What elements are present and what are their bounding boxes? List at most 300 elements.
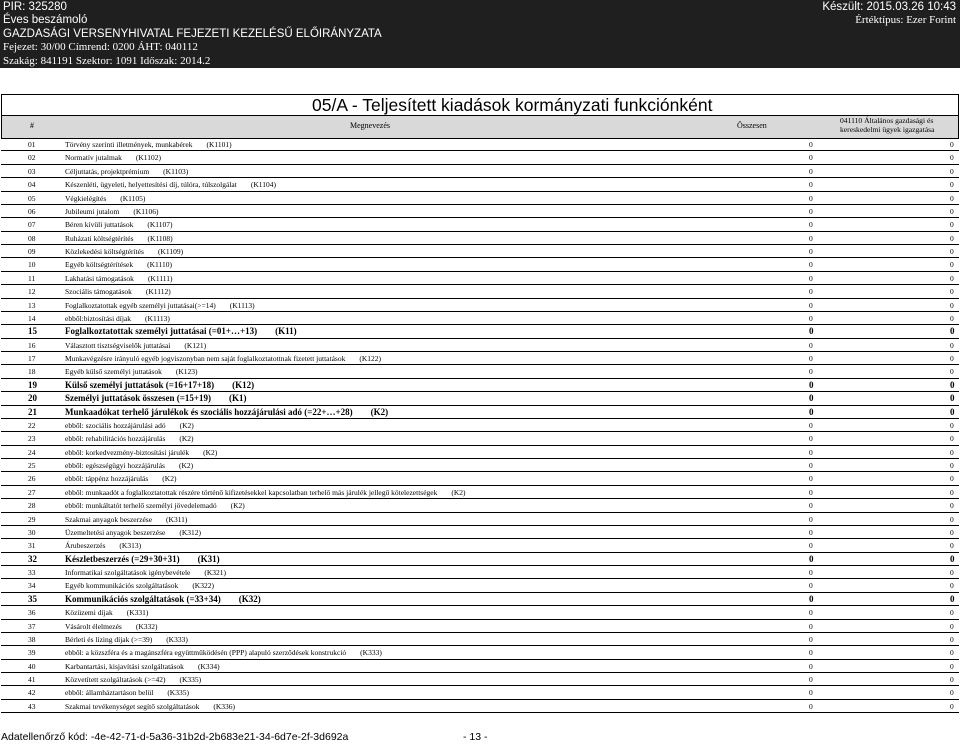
row-cofog-value: 0 [950, 393, 955, 404]
header-left [3, 1, 382, 68]
created-timestamp: Készült: 2015.03.26 10:43 [822, 1, 956, 13]
table-row [1, 339, 959, 352]
row-description: Szakmai tevékenységet segítő szolgáltatások [65, 701, 200, 711]
row-description: Munkaadókat terhelő járulékok és szociális hozzájárulási adó (=22+…+28) [65, 406, 353, 417]
row-code: (K333) [166, 634, 188, 644]
row-description: Béren kívüli juttatások [65, 220, 134, 230]
row-code: (K1) [229, 393, 247, 404]
row-number: 28 [28, 501, 36, 511]
row-label [65, 167, 188, 176]
row-total-value: 0 [809, 354, 813, 363]
row-cofog-value: 0 [950, 326, 955, 337]
row-description: ebből: államháztartáson belül [65, 688, 154, 698]
row-code: (K322) [192, 581, 214, 591]
row-cofog-value: 0 [950, 166, 954, 176]
row-cofog-value: 0 [950, 501, 954, 511]
row-total-value: 0 [809, 220, 813, 230]
row-cofog-value: 0 [950, 621, 954, 631]
row-description: Készletbeszerzés (=29+30+31) [65, 553, 180, 564]
row-number: 42 [28, 688, 36, 698]
table-row [1, 686, 959, 699]
row-label [65, 354, 381, 363]
row-code: (K335) [179, 675, 202, 684]
row-description: ebből: táppénz hozzájárulás [65, 474, 149, 484]
row-total-value: 0 [809, 487, 813, 497]
column-header-number: # [30, 121, 34, 130]
row-total-value: 0 [809, 593, 814, 604]
row-code: (K12) [232, 379, 255, 390]
row-number: 20 [28, 393, 37, 404]
row-code: (K1104) [250, 180, 276, 190]
row-code: (K1102) [135, 153, 162, 163]
row-number: 19 [28, 379, 37, 390]
row-label [65, 635, 188, 644]
row-description: Szakmai anyagok beszerzése [65, 514, 153, 524]
row-description: Ruházati költségtérítés [65, 233, 134, 243]
row-number: 35 [28, 593, 37, 604]
row-label [65, 393, 247, 403]
row-cofog-value: 0 [950, 648, 954, 658]
row-code: (K2) [230, 501, 245, 511]
row-total-value: 0 [809, 688, 813, 698]
row-total-value: 0 [809, 434, 813, 444]
row-code: (K1103) [163, 166, 189, 176]
row-cofog-value: 0 [950, 247, 954, 256]
row-cofog-value: 0 [950, 474, 954, 484]
row-code: (K335) [167, 688, 189, 698]
row-code: (K2) [162, 474, 177, 484]
row-cofog-value: 0 [950, 273, 954, 283]
row-code: (K2) [179, 434, 194, 444]
row-code: (K332) [135, 621, 158, 631]
table-row [1, 472, 959, 485]
row-label [65, 541, 141, 550]
row-code: (K1108) [147, 233, 173, 243]
row-number: 10 [28, 260, 36, 270]
row-total-value: 0 [809, 206, 813, 216]
row-number: 04 [28, 180, 36, 190]
row-description: ebből: rehabilitációs hozzájárulás [65, 434, 166, 444]
row-label [65, 488, 466, 497]
row-cofog-value: 0 [950, 287, 954, 297]
row-number: 39 [28, 648, 36, 658]
row-code: (K1113) [145, 313, 170, 323]
table-row [1, 459, 959, 472]
row-label [65, 287, 171, 296]
row-description: Jubileumi jutalom [65, 206, 120, 216]
row-description: Egyéb költségtérítések [65, 260, 134, 270]
row-total-value: 0 [809, 287, 813, 297]
row-number: 21 [28, 406, 37, 417]
row-total-value: 0 [809, 247, 813, 256]
row-total-value: 0 [809, 233, 813, 243]
row-label [65, 434, 194, 443]
row-number: 05 [28, 193, 36, 203]
row-label [65, 207, 159, 216]
table-row [1, 312, 959, 325]
row-total-value: 0 [809, 420, 813, 430]
table-row-subtotal [1, 553, 959, 566]
column-header-name: Megnevezés [350, 121, 390, 130]
row-code: (K32) [238, 593, 261, 604]
row-total-value: 0 [809, 140, 813, 149]
table-row [1, 285, 959, 298]
row-total-value: 0 [809, 406, 814, 417]
row-code: (K1112) [145, 287, 171, 297]
row-label [65, 461, 193, 470]
row-number: 32 [28, 553, 37, 564]
column-header-cofog: 041110 Általános gazdasági és kereskedelmi ügyek igazgatása [840, 116, 935, 134]
table-row-subtotal [1, 392, 959, 405]
row-label [65, 581, 214, 590]
row-total-value: 0 [809, 553, 814, 564]
row-description: Karbantartási, kisjavítási szolgáltatások [65, 661, 184, 671]
table-row [1, 272, 959, 285]
row-number: 27 [28, 487, 36, 497]
row-description: Üzemeltetési anyagok beszerzése [65, 527, 166, 537]
row-number: 14 [28, 313, 36, 323]
row-total-value: 0 [809, 326, 814, 337]
row-number: 26 [28, 474, 36, 484]
row-label [65, 153, 161, 162]
table-title-box [1, 94, 959, 116]
row-number: 23 [28, 434, 36, 444]
row-code: (K2) [451, 487, 466, 497]
table-row [1, 419, 959, 432]
table-row [1, 218, 959, 231]
row-total-value: 0 [809, 581, 813, 591]
row-number: 12 [28, 287, 36, 297]
row-cofog-value: 0 [950, 701, 954, 711]
row-description: Végkielégítés [65, 193, 107, 203]
table-row [1, 178, 959, 191]
row-total-value: 0 [809, 300, 813, 310]
row-number: 37 [28, 621, 36, 631]
row-number: 16 [28, 340, 36, 350]
row-description: Személyi juttatások összesen (=15+19) [65, 393, 211, 404]
row-number: 13 [28, 300, 36, 310]
row-cofog-value: 0 [950, 420, 954, 430]
table-row [1, 138, 959, 151]
row-number: 31 [28, 541, 36, 551]
row-total-value: 0 [809, 393, 814, 404]
row-description: ebből:biztosítási díjak [65, 313, 132, 323]
row-number: 34 [28, 581, 36, 591]
row-number: 29 [28, 514, 36, 524]
row-code: (K1105) [120, 193, 146, 203]
row-number: 33 [28, 568, 36, 577]
row-number: 25 [28, 461, 36, 470]
row-label [65, 702, 235, 711]
row-label [65, 688, 189, 697]
row-description: Céljuttatás, projektprémium [65, 166, 150, 176]
row-total-value: 0 [809, 166, 813, 176]
table-row [1, 365, 959, 378]
row-label [65, 675, 201, 684]
row-cofog-value: 0 [950, 553, 955, 564]
row-code: (K336) [213, 701, 236, 711]
row-number: 15 [28, 326, 37, 337]
row-cofog-value: 0 [950, 434, 954, 444]
row-number: 11 [28, 273, 36, 283]
row-number: 30 [28, 527, 36, 537]
validation-code: Adatellenőrző kód: -4e-42-71-d-5a36-31b2d-2b683e21-34-6d7e-2f-3d692a [1, 731, 349, 743]
row-code: (K121) [184, 340, 207, 350]
row-description: ebből: korkedvezmény-biztosítási járulék [65, 447, 190, 457]
row-code: (K31) [197, 553, 220, 564]
row-description: Külső személyi juttatások (=16+17+18) [65, 379, 215, 390]
row-code: (K331) [126, 608, 149, 618]
row-label [65, 380, 254, 390]
table-row [1, 633, 959, 646]
row-total-value: 0 [809, 474, 813, 484]
row-total-value: 0 [809, 193, 813, 203]
table-row [1, 205, 959, 218]
row-label [65, 341, 206, 350]
report-header [0, 0, 960, 68]
row-code: (K2) [203, 447, 218, 457]
table-row [1, 352, 959, 365]
row-code: (K1113) [229, 300, 255, 310]
header-right [822, 1, 956, 28]
row-description: Egyéb külső személyi juttatások [65, 367, 162, 377]
row-cofog-value: 0 [950, 367, 954, 377]
row-total-value: 0 [809, 461, 813, 470]
row-label [65, 180, 276, 189]
row-number: 07 [28, 220, 36, 230]
row-cofog-value: 0 [950, 220, 954, 230]
row-label [65, 515, 187, 524]
table-row [1, 486, 959, 499]
table-row [1, 245, 959, 258]
row-label [65, 220, 172, 229]
row-description: Foglalkoztatottak egyéb személyi juttatásai(>=14) [65, 300, 216, 310]
row-description: Kommunikációs szolgáltatások (=33+34) [65, 593, 221, 604]
row-label [65, 247, 183, 256]
row-code: (K1110) [147, 260, 172, 270]
table-row [1, 660, 959, 673]
table-row-subtotal [1, 406, 959, 419]
row-cofog-value: 0 [950, 688, 954, 698]
row-description: ebből: szociális hozzájárulási adó [65, 420, 166, 430]
row-total-value: 0 [809, 514, 813, 524]
row-cofog-value: 0 [950, 568, 954, 577]
row-number: 36 [28, 608, 36, 618]
row-label [65, 314, 170, 323]
row-cofog-value: 0 [950, 541, 954, 551]
page-number: - 13 - [463, 731, 488, 743]
row-code: (K334) [197, 661, 220, 671]
row-code: (K1109) [157, 247, 184, 256]
table-row [1, 192, 959, 205]
pir-id: PIR: 325280 [3, 1, 67, 13]
report-type: Éves beszámoló [3, 14, 88, 27]
row-label [65, 448, 217, 457]
row-number: 41 [28, 675, 36, 684]
row-label [65, 501, 245, 510]
row-description: Informatikai szolgáltatások igénybevétele [65, 568, 191, 577]
table-row [1, 432, 959, 445]
row-total-value: 0 [809, 701, 813, 711]
table-row [1, 526, 959, 539]
table-row [1, 566, 959, 579]
row-number: 24 [28, 447, 36, 457]
row-label [65, 474, 176, 483]
row-code: (K313) [119, 541, 142, 551]
row-cofog-value: 0 [950, 527, 954, 537]
row-label [65, 662, 220, 671]
row-cofog-value: 0 [950, 447, 954, 457]
row-cofog-value: 0 [950, 180, 954, 190]
row-total-value: 0 [809, 447, 813, 457]
row-number: 43 [28, 701, 36, 711]
row-label [65, 622, 158, 631]
row-cofog-value: 0 [950, 153, 954, 163]
table-row-subtotal [1, 379, 959, 392]
table-row [1, 258, 959, 271]
row-description: Foglalkoztatottak személyi juttatásai (=01+…+13) [65, 326, 258, 337]
row-total-value: 0 [809, 260, 813, 270]
sector-info: Szakág: 841191 Szektor: 1091 Időszak: 2014.2 [3, 54, 211, 67]
row-total-value: 0 [809, 661, 813, 671]
row-label [65, 140, 232, 149]
row-description: Árubeszerzés [65, 541, 106, 551]
row-cofog-value: 0 [950, 514, 954, 524]
row-code: (K1111) [147, 273, 173, 283]
row-total-value: 0 [809, 273, 813, 283]
table-row [1, 165, 959, 178]
column-header-total: Összesen [737, 121, 767, 130]
row-cofog-value: 0 [950, 140, 954, 149]
row-total-value: 0 [809, 634, 813, 644]
row-code: (K123) [175, 367, 198, 377]
row-total-value: 0 [809, 648, 813, 658]
row-description: Közlekedési költségtérítés [65, 247, 144, 256]
row-cofog-value: 0 [950, 260, 954, 270]
row-cofog-value: 0 [950, 206, 954, 216]
row-number: 02 [28, 153, 36, 163]
page-title: 05/A - Teljesített kiadások kormányzati funkciónként [312, 95, 713, 115]
row-label [65, 194, 145, 203]
row-description: Bérleti és lízing díjak (>=39) [65, 634, 153, 644]
table-row [1, 299, 959, 312]
row-label [65, 528, 201, 537]
office-name: GAZDASÁGI VERSENYHIVATAL FEJEZETI KEZELÉSŰ ELŐIRÁNYZATA [3, 27, 382, 40]
row-cofog-value: 0 [950, 340, 954, 350]
row-label [65, 274, 173, 283]
row-cofog-value: 0 [950, 461, 954, 470]
row-cofog-value: 0 [950, 487, 954, 497]
row-description: Közvetített szolgáltatások (>=42) [65, 675, 166, 684]
row-code: (K321) [204, 568, 227, 577]
row-code: (K2) [178, 461, 194, 470]
row-code: (K1101) [206, 140, 232, 149]
row-label [65, 594, 261, 604]
row-number: 17 [28, 354, 36, 363]
table-row [1, 673, 959, 686]
table-row [1, 499, 959, 512]
row-label [65, 648, 382, 657]
row-description: ebből: munkaadót a foglalkoztatottak részére történő kifizetésekkel kapcsolatban terhelő más járulék jellegű kötelezettségek [65, 487, 438, 497]
row-total-value: 0 [809, 608, 813, 618]
row-cofog-value: 0 [950, 313, 954, 323]
row-label [65, 260, 172, 269]
row-label [65, 234, 173, 243]
row-description: Közüzemi díjak [65, 608, 113, 618]
table-row-subtotal [1, 593, 959, 606]
table-row [1, 646, 959, 659]
table-body [1, 138, 959, 713]
row-cofog-value: 0 [950, 233, 954, 243]
row-cofog-value: 0 [950, 581, 954, 591]
row-code: (K1106) [133, 206, 159, 216]
row-description: Normatív jutalmak [65, 153, 122, 163]
row-description: Készenléti, ügyeleti, helyettesítési díj, túlóra, túlszolgálat [65, 180, 237, 190]
row-description: Választott tisztségviselők juttatásai [65, 340, 171, 350]
table-header [1, 115, 959, 139]
row-cofog-value: 0 [950, 634, 954, 644]
row-total-value: 0 [809, 501, 813, 511]
table-row [1, 539, 959, 552]
row-description: Lakhatási támogatások [65, 273, 134, 283]
row-label [65, 367, 198, 376]
row-total-value: 0 [809, 367, 813, 377]
row-code: (K1107) [147, 220, 173, 230]
table-row [1, 579, 959, 592]
row-code: (K2) [179, 420, 194, 430]
row-description: Egyéb kommunikációs szolgáltatások [65, 581, 179, 591]
row-cofog-value: 0 [950, 300, 954, 310]
row-total-value: 0 [809, 527, 813, 537]
row-total-value: 0 [809, 541, 813, 551]
chapter-info: Fejezet: 30/00 Címrend: 0200 ÁHT: 040112 [3, 41, 198, 54]
table-row [1, 606, 959, 619]
row-total-value: 0 [809, 180, 813, 190]
table-row [1, 232, 959, 245]
row-code: (K122) [359, 354, 381, 363]
table-row [1, 700, 959, 713]
row-description: ebből: a közszféra és a magánszféra együttműködésén (PPP) alapuló szerződések konstrukció [65, 648, 347, 658]
row-description: Törvény szerinti illetmények, munkabérek [65, 140, 193, 149]
row-total-value: 0 [809, 340, 813, 350]
row-label [65, 568, 226, 577]
row-number: 09 [28, 247, 36, 256]
row-label [65, 407, 388, 417]
row-description: Vásárolt élelmezés [65, 621, 122, 631]
row-total-value: 0 [809, 379, 814, 390]
row-total-value: 0 [809, 313, 813, 323]
row-total-value: 0 [809, 568, 813, 577]
row-cofog-value: 0 [950, 354, 954, 363]
row-number: 22 [28, 420, 36, 430]
table-row [1, 513, 959, 526]
row-description: ebből: egészségügyi hozzájárulás [65, 461, 165, 470]
row-number: 38 [28, 634, 36, 644]
table-row [1, 151, 959, 164]
row-code: (K311) [166, 514, 188, 524]
row-code: (K312) [179, 527, 202, 537]
row-total-value: 0 [809, 675, 813, 684]
row-description: Munkavégzésre irányuló egyéb jogviszonyban nem saját foglalkoztatottnak fizetett juttatások [65, 354, 346, 363]
value-type: Értéktípus: Ezer Forint [855, 14, 956, 27]
row-total-value: 0 [809, 621, 813, 631]
table-row [1, 620, 959, 633]
row-label [65, 608, 148, 617]
row-number: 08 [28, 233, 36, 243]
row-cofog-value: 0 [950, 661, 954, 671]
row-description: Szociális támogatások [65, 287, 132, 297]
row-cofog-value: 0 [950, 193, 954, 203]
